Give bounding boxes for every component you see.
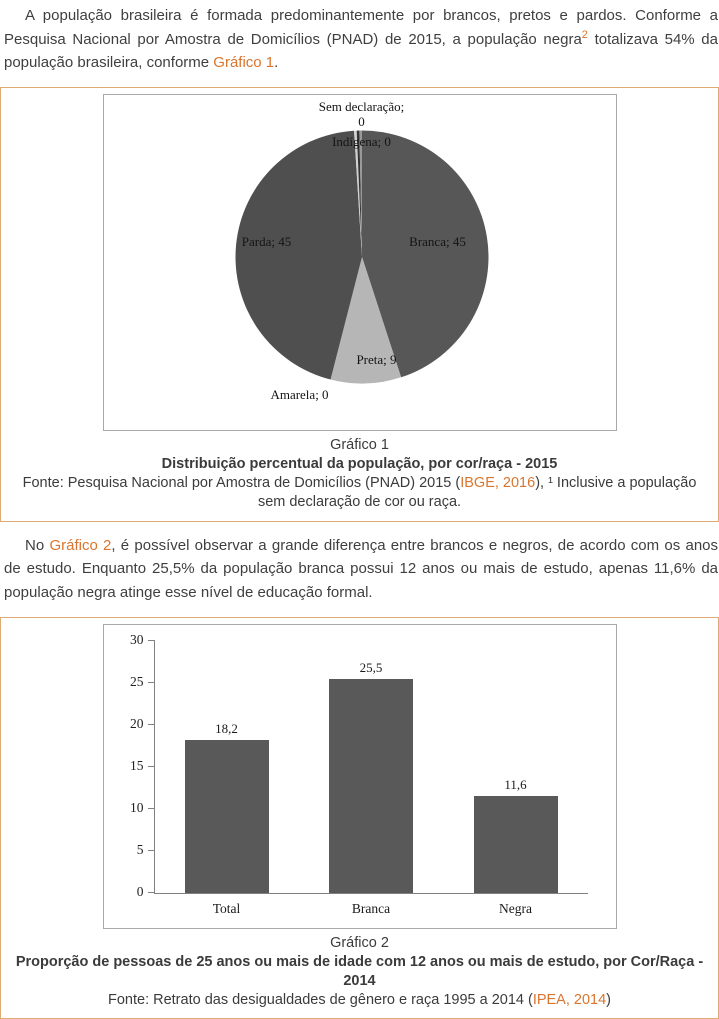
bar xyxy=(185,740,269,893)
bar-column-branca xyxy=(329,641,413,916)
pie-label-amarela: Amarela; 0 xyxy=(270,387,329,403)
bar-column-negra xyxy=(474,641,558,916)
figure-1-caption xyxy=(7,436,712,513)
y-axis-tick-label: 25 xyxy=(130,674,144,690)
paragraph-1 xyxy=(4,4,718,75)
ibge-citation-link[interactable]: IBGE, 2016 xyxy=(460,475,536,492)
bar-value-label: 11,6 xyxy=(504,776,527,792)
pie-chart-image xyxy=(103,94,617,431)
y-axis-tick-label: 20 xyxy=(130,716,144,732)
y-axis-tick xyxy=(136,884,155,900)
paragraph-2 xyxy=(4,534,718,605)
y-axis-tick-label: 10 xyxy=(130,800,144,816)
x-axis-category-label: Total xyxy=(212,900,241,916)
y-axis-tick-label: 5 xyxy=(136,842,144,858)
bar-chart-plot-area xyxy=(130,632,588,916)
pie-label-preta: Preta; 9 xyxy=(356,352,397,368)
figure-2-caption xyxy=(7,934,712,1011)
paragraph-1-text: . xyxy=(274,54,279,72)
figure-1-caption-label: Gráfico 1 xyxy=(330,437,389,454)
bar-column-total xyxy=(185,641,269,916)
figure-2-caption-label: Gráfico 2 xyxy=(330,934,389,951)
pie-label-indigena: Indígena; 0 xyxy=(332,134,391,150)
x-axis-category-label: Negra xyxy=(499,900,532,916)
paragraph-1-text: totalizava 54% da população brasileira, conforme xyxy=(4,30,718,72)
y-axis-tick xyxy=(130,800,155,816)
grafico-2-link[interactable]: Gráfico 2 xyxy=(49,536,112,554)
figure-2 xyxy=(0,617,719,1019)
y-axis-tick-label: 30 xyxy=(130,632,144,648)
pie-label-sem-declaracao: Sem declaração; 0 xyxy=(318,99,405,130)
source-text: ) xyxy=(606,992,612,1008)
ipea-citation-link[interactable]: IPEA, 2014 xyxy=(532,992,607,1008)
y-axis-tick xyxy=(130,632,155,648)
figure-1-caption-title: Distribuição percentual da população, por cor/raça - 2015 xyxy=(161,456,558,473)
y-axis-tick-label: 0 xyxy=(136,884,144,900)
x-axis-category-label: Branca xyxy=(351,900,391,916)
figure-1 xyxy=(0,87,719,522)
y-axis-tick xyxy=(136,842,155,858)
pie-label-parda: Parda; 45 xyxy=(241,234,292,250)
paragraph-2-text: , é possível observar a grande diferença entre brancos e negros, de acordo com os anos de estudo. Enquanto 25,5% da população branca possui 12 anos ou mais de estudo, apenas 11,6% da população negra atinge esse nível de educação formal. xyxy=(4,536,719,601)
source-text: Fonte: Pesquisa Nacional por Amostra de Domicílios (PNAD) 2015 ( xyxy=(22,475,461,492)
y-axis-tick xyxy=(130,758,155,774)
grafico-1-link[interactable]: Gráfico 1 xyxy=(213,54,275,72)
y-axis-tick-label: 15 xyxy=(130,758,144,774)
bar-chart-image xyxy=(103,624,617,929)
footnote-ref-2[interactable]: 2 xyxy=(581,28,588,41)
figure-2-source xyxy=(7,991,712,1010)
y-axis-tick xyxy=(130,674,155,690)
source-text: ), ¹ Inclusive a população sem declaração de cor ou raça. xyxy=(257,475,697,511)
pie-chart xyxy=(235,130,489,384)
paragraph-2-text: No xyxy=(25,536,50,554)
bars-container xyxy=(155,641,588,916)
y-axis-tick xyxy=(130,716,155,732)
figure-1-source xyxy=(7,474,712,512)
paragraph-1-text: A população brasileira é formada predominantemente por brancos, pretos e pardos. Conforme a Pesquisa Nacional por Amostra de Domicílios (PNAD) de 2015, a população negra xyxy=(4,7,718,48)
bar-value-label: 18,2 xyxy=(215,720,238,736)
bar xyxy=(474,796,558,893)
pie-label-branca: Branca; 45 xyxy=(409,234,466,250)
figure-2-caption-title: Proporção de pessoas de 25 anos ou mais de idade com 12 anos ou mais de estudo, por Cor/Raça - 2014 xyxy=(15,953,704,989)
bar-value-label: 25,5 xyxy=(359,659,383,675)
source-text: Fonte: Retrato das desigualdades de gênero e raça 1995 a 2014 ( xyxy=(107,992,533,1008)
bar xyxy=(329,679,413,893)
